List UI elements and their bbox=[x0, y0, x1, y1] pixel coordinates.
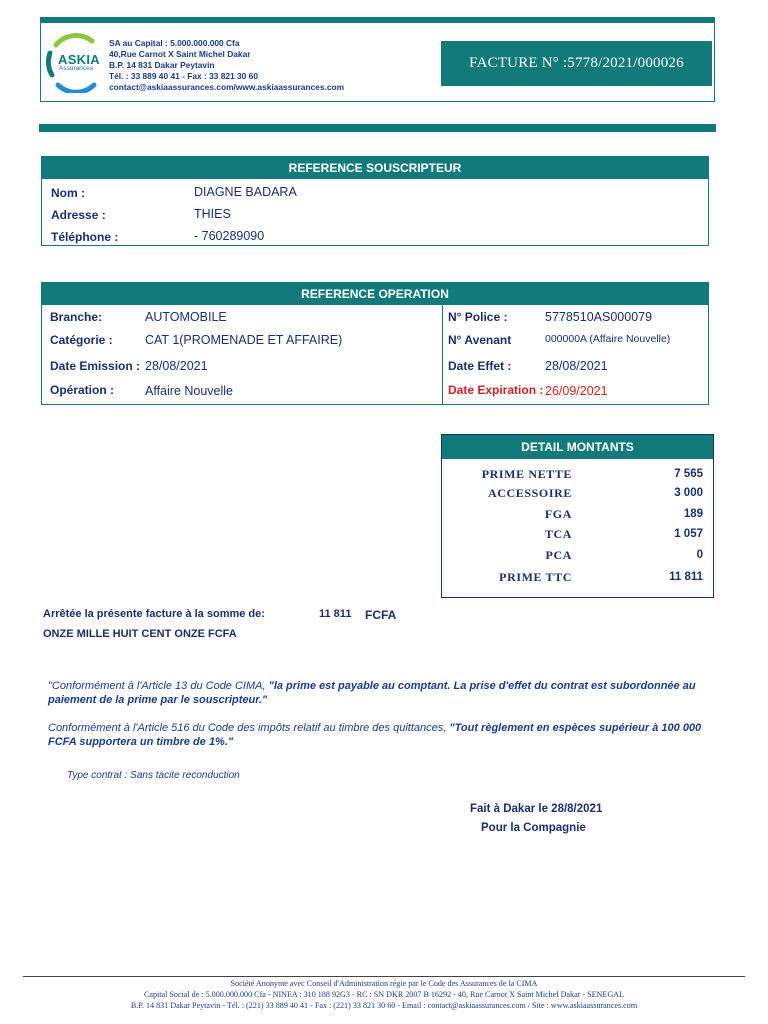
company-logo bbox=[44, 31, 104, 93]
company-bp: B.P. 14 831 Dakar Peytavin bbox=[109, 60, 215, 70]
invoice-title: FACTURE N° :5778/2021/000026 bbox=[469, 55, 684, 71]
amount-row-label: FGA bbox=[544, 507, 572, 521]
avenant-label: N° Avenant bbox=[448, 333, 512, 347]
branche-label: Branche: bbox=[50, 310, 103, 324]
header-separator-bar bbox=[39, 124, 716, 132]
nom-value: DIAGNE BADARA bbox=[194, 185, 297, 199]
police-value: 5778510AS000079 bbox=[545, 310, 653, 324]
total-label: Arrêtée la présente facture à la somme de: bbox=[43, 608, 265, 620]
total-in-words: ONZE MILLE HUIT CENT ONZE FCFA bbox=[43, 628, 237, 640]
amount-row-label: PRIME NETTE bbox=[481, 467, 572, 481]
legal-cima-quote: "la prime est payable au comptant. La prise d'effet du contrat est subordonnée au paiement de la prime par le souscripteur." bbox=[48, 680, 696, 706]
amount-row-label: PCA bbox=[545, 548, 572, 562]
company-info bbox=[109, 38, 344, 93]
amounts-section bbox=[441, 434, 714, 598]
amount-row-value: 1 057 bbox=[674, 528, 703, 540]
subscriber-section-title: REFERENCE SOUSCRIPTEUR bbox=[42, 157, 708, 179]
logo-subtext: Assurances bbox=[59, 65, 93, 72]
date-expiration-value: 26/09/2021 bbox=[545, 384, 608, 398]
company-tel: Tél. : 33 889 40 41 - Fax : 33 821 30 60 bbox=[109, 71, 258, 81]
date-effet-label: Date Effet : bbox=[448, 359, 512, 373]
amount-row-value: 189 bbox=[683, 508, 703, 520]
amount-row-value: 11 811 bbox=[669, 571, 703, 583]
date-expiration-label: Date Expiration : bbox=[448, 383, 544, 397]
date-emission-label: Date Emission : bbox=[50, 359, 141, 373]
operation-label: Opération : bbox=[50, 383, 115, 397]
legal-paragraph-cima bbox=[48, 679, 708, 707]
telephone-value: - 760289090 bbox=[194, 229, 265, 243]
footer-line-1: Société Anonyme avec Conseil d'Administration régie par le Code des Assurances de la CIMA bbox=[230, 979, 538, 988]
nom-label: Nom : bbox=[51, 186, 85, 200]
categorie-label: Catégorie : bbox=[50, 333, 113, 347]
logo-text: ASKIA bbox=[58, 52, 100, 67]
total-currency: FCFA bbox=[365, 608, 397, 622]
signature-place-date: Fait à Dakar le 28/8/2021 bbox=[470, 803, 603, 815]
total-amount: 11 811 bbox=[319, 608, 352, 620]
telephone-label: Téléphone : bbox=[51, 230, 119, 244]
legal-timbre-intro: Conformément à l'Article 516 du Code des impôts relatif au timbre des quittances, bbox=[48, 722, 450, 734]
categorie-value: CAT 1(PROMENADE ET AFFAIRE) bbox=[145, 333, 343, 347]
operation-section-title: REFERENCE OPERATION bbox=[42, 283, 708, 305]
amount-row-value: 7 565 bbox=[674, 468, 703, 480]
operation-section bbox=[41, 282, 709, 405]
amounts-section-title: DETAIL MONTANTS bbox=[442, 435, 713, 459]
footer-line-2: Capital Social de : 5.000.000.000 Cfa - NINEA : 310 188 92G3 - RC : SN DKR 2007 B 16292 - 40, Rue Carnot X Saint Michel Dakar - SENEGAL bbox=[144, 990, 624, 999]
amount-row-label: ACCESSOIRE bbox=[487, 486, 572, 500]
legal-cima-intro: "Conformément à l'Article 13 du Code CIMA, bbox=[48, 680, 269, 692]
signature-company: Pour la Compagnie bbox=[481, 822, 586, 834]
date-emission-value: 28/08/2021 bbox=[145, 359, 208, 373]
police-label: N° Police : bbox=[448, 310, 508, 324]
branche-value: AUTOMOBILE bbox=[145, 310, 227, 324]
footer-line-3: B.P. 14 831 Dakar Peytavin - Tél. : (221) 33 889 40 41 - Fax : (221) 33 821 30 60 - Email : contact@askiaassurances.com / Site : www.askiaassurances.com bbox=[130, 1001, 638, 1010]
amount-row-value: 0 bbox=[696, 549, 703, 561]
adresse-label: Adresse : bbox=[51, 208, 106, 222]
amount-row-label: TCA bbox=[544, 527, 572, 541]
legal-timbre-quote: "Tout règlement en espèces supérieur à 100 000 FCFA supportera un timbre de 1%." bbox=[48, 722, 702, 748]
contract-type: Type contrat : Sans tacite reconduction bbox=[67, 770, 240, 781]
operation-column-divider bbox=[442, 305, 443, 405]
adresse-value: THIES bbox=[194, 207, 231, 221]
header-top-bar bbox=[40, 17, 715, 23]
company-contact: contact@askiaassurances.com/www.askiaassurances.com bbox=[109, 82, 345, 92]
footer-divider bbox=[23, 976, 745, 977]
amount-row-label: PRIME TTC bbox=[499, 570, 572, 584]
operation-value: Affaire Nouvelle bbox=[145, 384, 234, 398]
invoice-number-box bbox=[441, 41, 712, 86]
legal-paragraph-timbre bbox=[48, 721, 708, 749]
amount-row-value: 3 000 bbox=[674, 487, 703, 499]
avenant-value: 000000A (Affaire Nouvelle) bbox=[545, 333, 671, 345]
company-address: 40,Rue Carnot X Saint Michel Dakar bbox=[109, 49, 251, 59]
date-effet-value: 28/08/2021 bbox=[545, 359, 608, 373]
company-capital: SA au Capital : 5.000.000.000 Cfa bbox=[109, 38, 240, 48]
subscriber-section bbox=[41, 156, 709, 246]
